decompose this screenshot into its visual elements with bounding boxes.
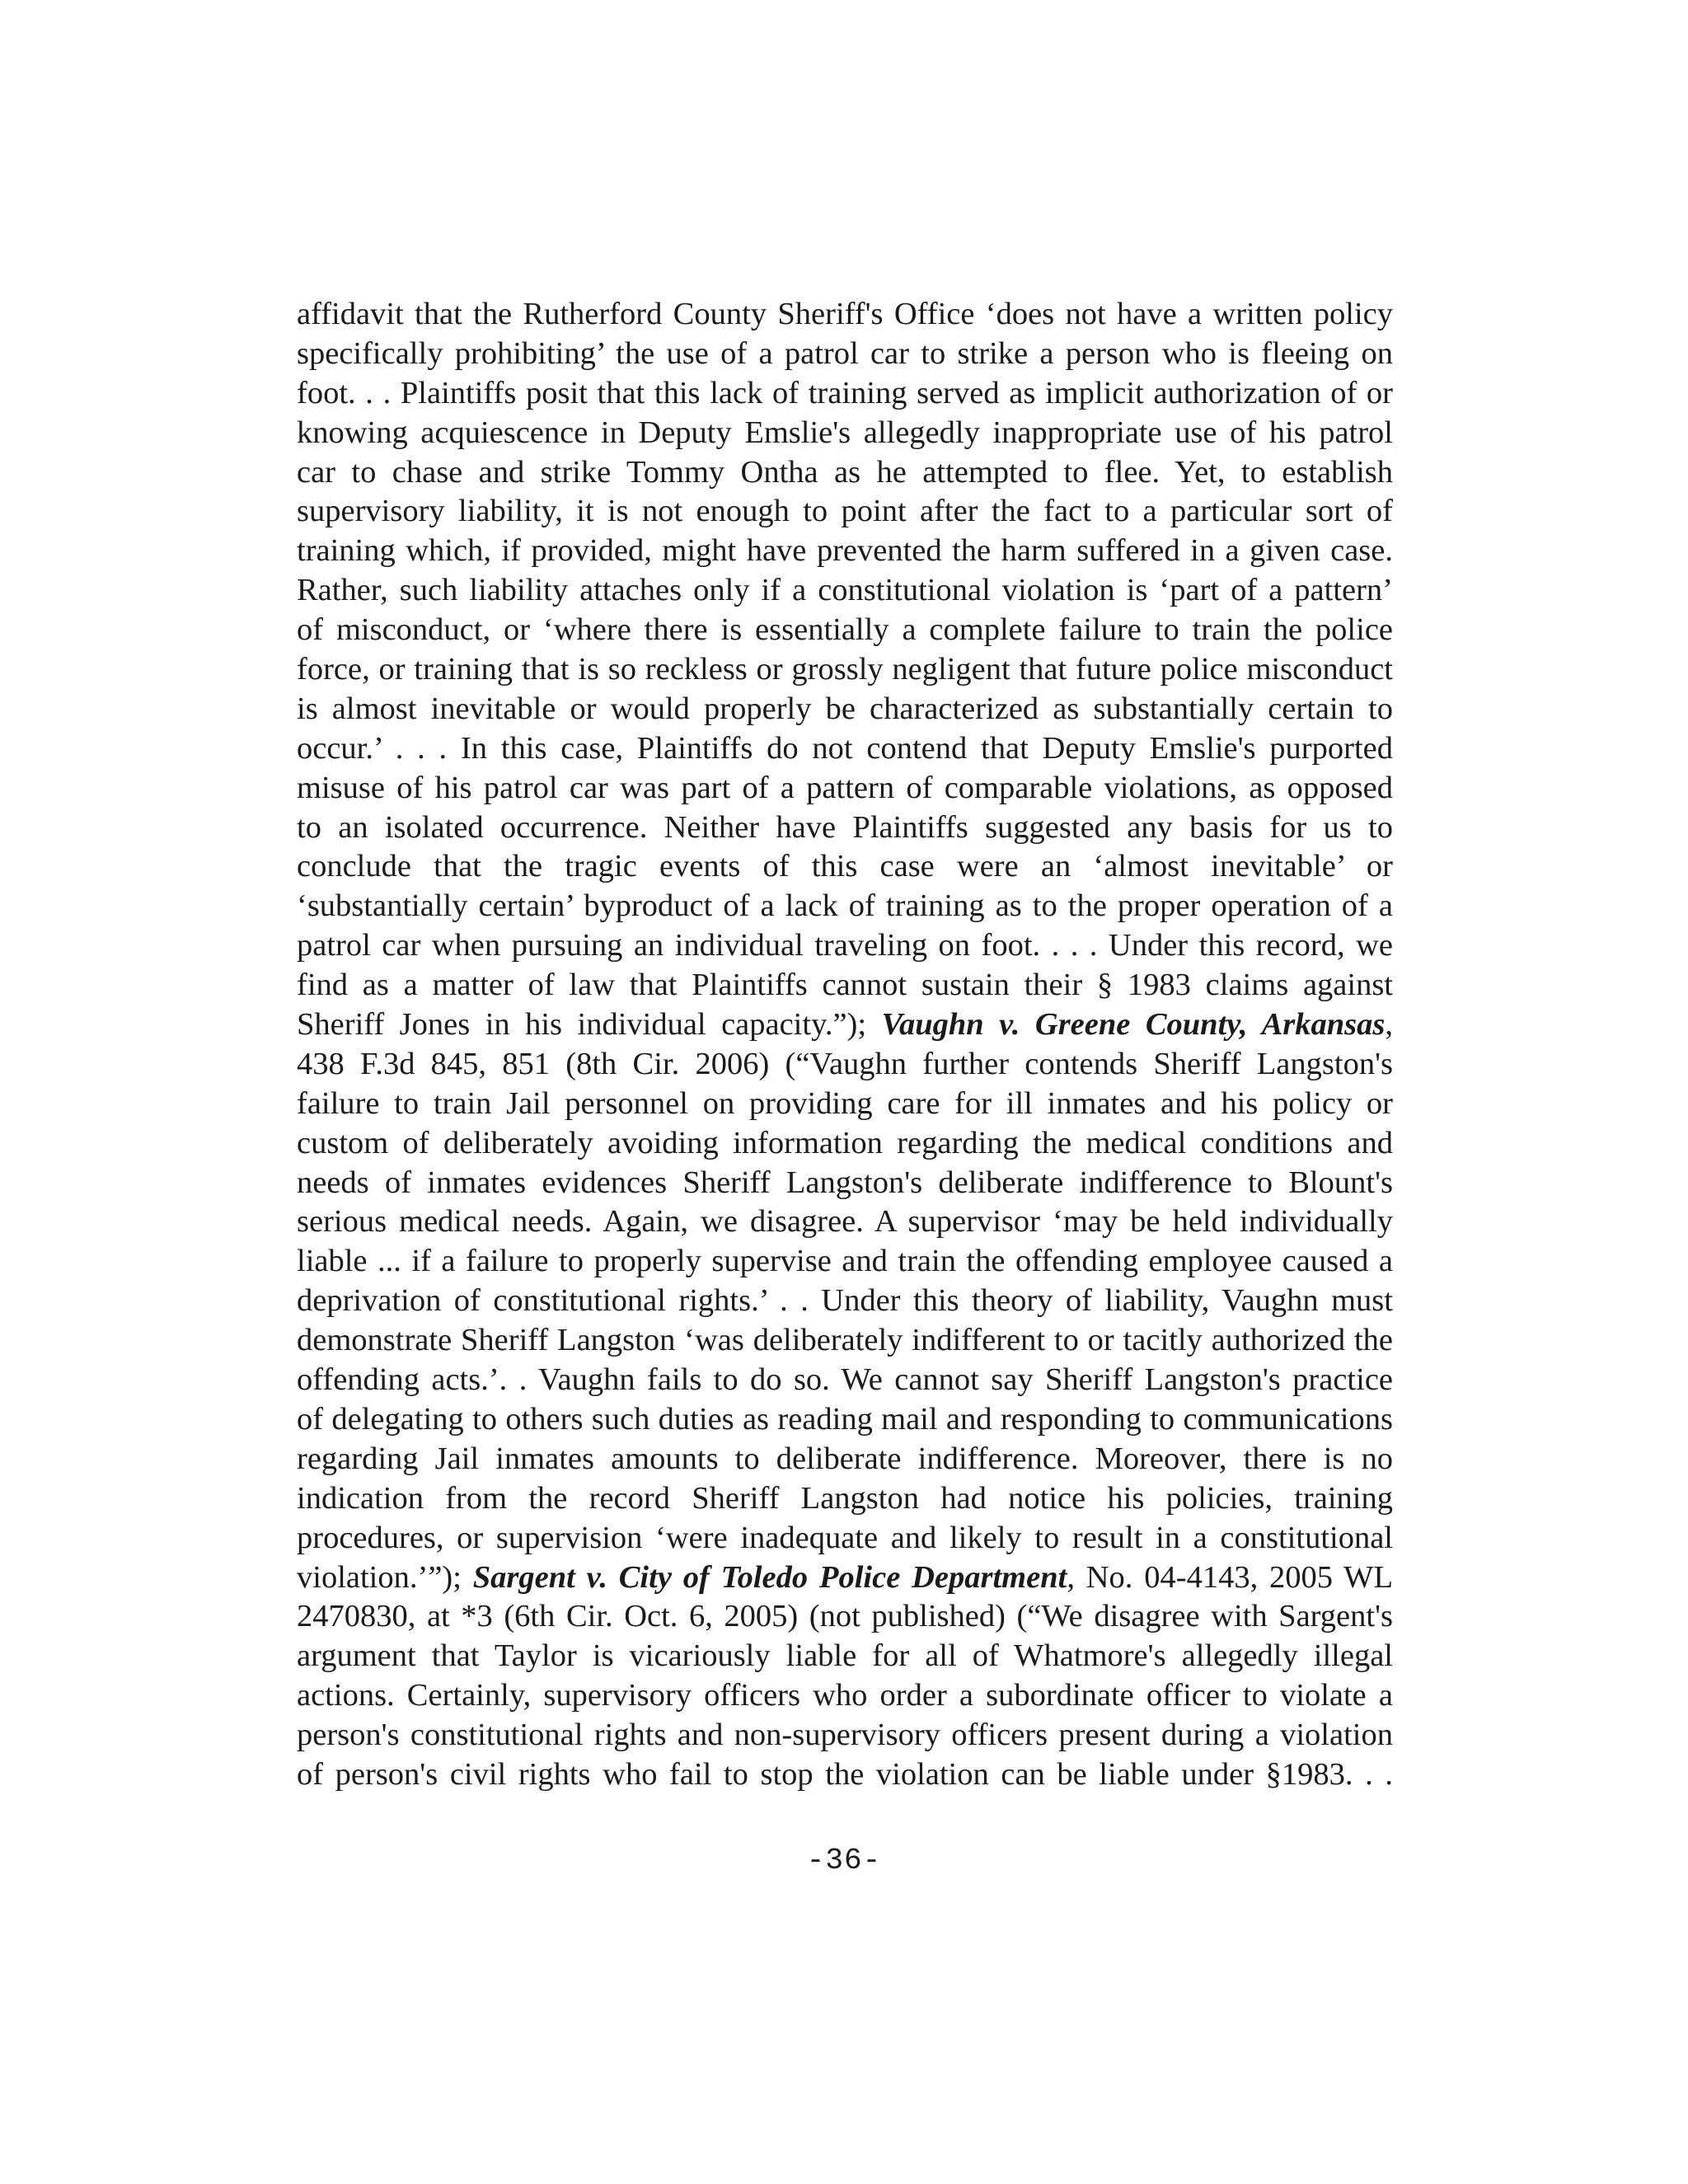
text-segment: is almost inevitable or would properly be characterized as substantially certain to: [297, 691, 1393, 726]
text-segment: person's constitutional rights and non-supervisory officers present during a violation: [297, 1718, 1393, 1753]
body-text: [297, 295, 1393, 1795]
text-segment: force, or training that is so reckless or grossly negligent that future police misconduct: [297, 652, 1393, 687]
text-segment: car to chase and strike Tommy Ontha as he attempted to flee. Yet, to establish: [297, 454, 1393, 490]
text-line: [297, 1716, 1393, 1755]
text-segment: of delegating to others such duties as reading mail and responding to communications: [297, 1401, 1393, 1436]
text-segment: failure to train Jail personnel on providing care for ill inmates and his policy or: [297, 1085, 1393, 1121]
text-segment: 2470830, at *3 (6th Cir. Oct. 6, 2005) (not published) (“We disagree with Sargent's: [297, 1599, 1393, 1634]
text-segment: ‘substantially certain’ byproduct of a lack of training as to the proper operation of a: [297, 888, 1393, 924]
text-line: [297, 1045, 1393, 1085]
text-line: [297, 335, 1393, 374]
text-line: [297, 1440, 1393, 1479]
text-line: [297, 453, 1393, 493]
page-number: -36-: [806, 1844, 882, 1877]
text-line: [297, 1202, 1393, 1242]
text-segment: knowing acquiescence in Deputy Emslie's allegedly inappropriate use of his patrol: [297, 415, 1393, 450]
text-line: [297, 1321, 1393, 1361]
text-segment: violation.’”);: [297, 1559, 473, 1595]
text-segment: occur.’ . . . In this case, Plaintiffs do not contend that Deputy Emslie's purported: [297, 730, 1393, 766]
text-line: [297, 1755, 1393, 1795]
text-segment: to an isolated occurrence. Neither have Plaintiffs suggested any basis for us to: [297, 809, 1393, 845]
text-line: [297, 769, 1393, 808]
text-segment: of misconduct, or ‘where there is essentially a complete failure to train the police: [297, 612, 1393, 648]
text-line: [297, 414, 1393, 453]
text-segment: patrol car when pursuing an individual traveling on foot. . . . Under this record, we: [297, 928, 1393, 963]
case-citation: Vaughn v. Greene County, Arkansas: [881, 1007, 1386, 1043]
text-line: [297, 611, 1393, 650]
text-line: [297, 690, 1393, 729]
text-line: [297, 295, 1393, 335]
text-line: [297, 374, 1393, 414]
text-line: [297, 729, 1393, 769]
text-line: [297, 1597, 1393, 1637]
text-segment: custom of deliberately avoiding information regarding the medical conditions and: [297, 1125, 1393, 1160]
text-line: [297, 1676, 1393, 1716]
text-segment: indication from the record Sheriff Langston had notice his policies, training: [297, 1480, 1393, 1516]
text-segment: procedures, or supervision ‘were inadequate and likely to result in a constitutional: [297, 1520, 1393, 1555]
text-segment: deprivation of constitutional rights.’ . . Under this theory of liability, Vaughn must: [297, 1283, 1393, 1319]
text-segment: liable ... if a failure to properly supervise and train the offending employee caused a: [297, 1244, 1393, 1279]
text-segment: offending acts.’. . Vaughn fails to do so. We cannot say Sheriff Langston's practice: [297, 1362, 1393, 1398]
text-segment: argument that Taylor is vicariously liable for all of Whatmore's allegedly illegal: [297, 1638, 1393, 1674]
text-segment: specifically prohibiting’ the use of a patrol car to strike a person who is fleeing on: [297, 335, 1393, 371]
text-segment: needs of inmates evidences Sheriff Langston's deliberate indifference to Blount's: [297, 1165, 1393, 1200]
text-line: [297, 808, 1393, 848]
text-segment: serious medical needs. Again, we disagree. A supervisor ‘may be held individually: [297, 1204, 1393, 1240]
text-segment: regarding Jail inmates amounts to deliberate indifference. Moreover, there is no: [297, 1441, 1393, 1476]
text-segment: ,: [1385, 1007, 1393, 1043]
text-segment: training which, if provided, might have prevented the harm suffered in a given case.: [297, 533, 1393, 569]
text-line: [297, 1519, 1393, 1558]
text-line: [297, 1282, 1393, 1321]
text-line: [297, 966, 1393, 1005]
text-segment: Sheriff Jones in his individual capacity.”);: [297, 1007, 882, 1043]
text-line: [297, 1361, 1393, 1400]
text-line: [297, 1124, 1393, 1164]
text-segment: actions. Certainly, supervisory officers who order a subordinate officer to violate a: [297, 1678, 1393, 1713]
text-line: [297, 571, 1393, 611]
text-segment: find as a matter of law that Plaintiffs cannot sustain their § 1983 claims against: [297, 968, 1393, 1003]
text-segment: supervisory liability, it is not enough to point after the fact to a particular sort of: [297, 494, 1393, 529]
text-line: [297, 887, 1393, 926]
case-citation: Sargent v. City of Toledo Police Department: [472, 1559, 1067, 1595]
text-segment: foot. . . Plaintiffs posit that this lack of training served as implicit authorization of or: [297, 375, 1393, 410]
text-line: [297, 1242, 1393, 1282]
text-line: [297, 926, 1393, 966]
text-segment: Rather, such liability attaches only if a constitutional violation is ‘part of a pattern’: [297, 573, 1393, 608]
text-line: [297, 1400, 1393, 1440]
text-segment: of person's civil rights who fail to stop the violation can be liable under §1983. . .: [297, 1756, 1393, 1792]
text-line: [297, 1558, 1393, 1598]
text-segment: conclude that the tragic events of this case were an ‘almost inevitable’ or: [297, 849, 1393, 884]
text-line: [297, 492, 1393, 532]
text-segment: , No. 04-4143, 2005 WL: [1067, 1559, 1393, 1595]
text-line: [297, 1085, 1393, 1124]
text-segment: 438 F.3d 845, 851 (8th Cir. 2006) (“Vaughn further contends Sheriff Langston's: [297, 1046, 1393, 1081]
text-segment: affidavit that the Rutherford County Sheriff's Office ‘does not have a written policy: [297, 297, 1393, 331]
text-line: [297, 532, 1393, 571]
text-line: [297, 1479, 1393, 1519]
text-segment: misuse of his patrol car was part of a pattern of comparable violations, as opposed: [297, 770, 1393, 805]
text-line: [297, 650, 1393, 690]
text-line: [297, 1005, 1393, 1045]
text-line: [297, 1164, 1393, 1203]
text-line: [297, 1637, 1393, 1676]
text-segment: demonstrate Sheriff Langston ‘was deliberately indifferent to or tacitly authorized the: [297, 1323, 1393, 1358]
text-line: [297, 847, 1393, 887]
